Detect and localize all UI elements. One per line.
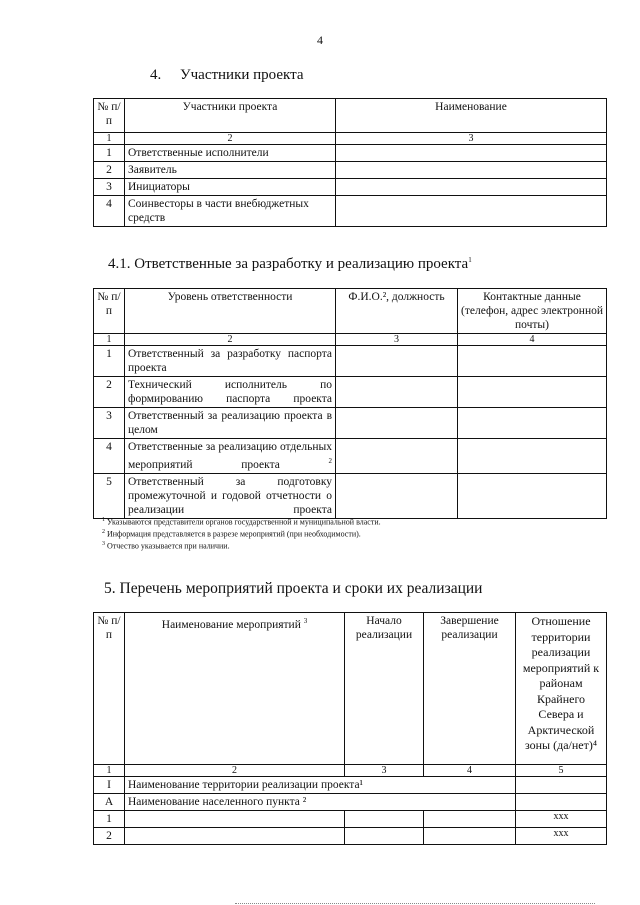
participants-table [93, 98, 607, 227]
activities-table [93, 612, 607, 845]
row-value: ххх [516, 811, 607, 828]
row-number: 1 [94, 811, 125, 828]
row-number: 2 [94, 162, 125, 179]
row-label-text: Ответственные за реализацию отдельных мероприятий проекта [128, 441, 332, 471]
header-num: № п/п [94, 613, 125, 765]
row-label: Технический исполнитель по формированию паспорта проекта [125, 377, 336, 408]
index-cell: 4 [458, 334, 607, 346]
index-cell: 1 [94, 765, 125, 777]
header-name: Наименование [336, 99, 607, 133]
row-label: Ответственный за реализацию проекта в целом [125, 408, 336, 439]
footnote [102, 527, 361, 540]
footnote-sup: 1 [102, 517, 105, 523]
row-number: 1 [94, 346, 125, 377]
index-cell: 5 [516, 765, 607, 777]
table-row [94, 794, 607, 811]
footnote-text: Отчество указывается при наличии. [107, 541, 230, 551]
row-label: Ответственные исполнители [125, 145, 336, 162]
row-number: 4 [94, 196, 125, 227]
section-41-title-sup: 1 [468, 256, 472, 264]
value-cell [458, 408, 607, 439]
table-row [94, 196, 607, 227]
header-level: Уровень ответственности [125, 289, 336, 334]
row-label: Заявитель [125, 162, 336, 179]
row-number: 3 [94, 179, 125, 196]
row-value [516, 794, 607, 811]
row-number: 2 [94, 828, 125, 845]
table-row [94, 162, 607, 179]
value-cell [458, 473, 607, 518]
index-cell: 2 [125, 133, 336, 145]
header-start: Начало реализации [345, 613, 424, 765]
row-label [125, 811, 345, 828]
index-cell: 3 [345, 765, 424, 777]
row-number: 5 [94, 473, 125, 518]
value-cell [424, 811, 516, 828]
value-cell [336, 439, 458, 474]
value-cell [458, 346, 607, 377]
row-label [125, 828, 345, 845]
section-4-number: 4. [150, 67, 162, 83]
section-5-title: 5. Перечень мероприятий проекта и сроки их реализации [104, 580, 483, 597]
page-number: 4 [317, 33, 323, 47]
index-cell: 2 [125, 765, 345, 777]
index-cell: 1 [94, 133, 125, 145]
footnote-sup: 2 [102, 529, 105, 535]
scan-edge-divider [235, 903, 595, 904]
row-label-sup: 2 [328, 457, 333, 465]
value-cell [458, 439, 607, 474]
table-row [94, 828, 607, 845]
value-cell [336, 408, 458, 439]
table-row [94, 377, 607, 408]
row-label: Ответственный за подготовку промежуточной и годовой отчетности о реализации проекта [125, 473, 336, 518]
footnote [102, 515, 381, 528]
row-label: Инициаторы [125, 179, 336, 196]
value-cell [345, 811, 424, 828]
value-cell [336, 162, 607, 179]
row-number: А [94, 794, 125, 811]
value-cell [458, 377, 607, 408]
footnote-text: Информация представляется в разрезе мероприятий (при необходимости). [107, 529, 361, 539]
row-number: 4 [94, 439, 125, 474]
table-row [94, 346, 607, 377]
table-row [94, 179, 607, 196]
header-fio: Ф.И.О.², должность [336, 289, 458, 334]
value-cell [336, 377, 458, 408]
value-cell [336, 196, 607, 227]
row-label: Наименование населенного пункта ² [125, 794, 516, 811]
row-label [125, 439, 336, 474]
table-row [94, 408, 607, 439]
row-number: I [94, 777, 125, 794]
section-4-title: Участники проекта [180, 67, 304, 83]
section-4-heading [150, 67, 304, 84]
index-cell: 2 [125, 334, 336, 346]
table-row [94, 777, 607, 794]
value-cell [345, 828, 424, 845]
row-value: ххх [516, 828, 607, 845]
value-cell [336, 179, 607, 196]
header-end: Завершение реализации [424, 613, 516, 765]
index-cell: 3 [336, 334, 458, 346]
row-value [516, 777, 607, 794]
header-activities-text: Наименование мероприятий [161, 618, 301, 631]
row-number: 1 [94, 145, 125, 162]
footnote [102, 539, 230, 552]
row-label: Ответственный за разработку паспорта проекта [125, 346, 336, 377]
value-cell [336, 145, 607, 162]
footnote-text: Указываются представители органов государственной и муниципальной власти. [107, 517, 381, 527]
row-number: 2 [94, 377, 125, 408]
header-num: № п/п [94, 289, 125, 334]
value-cell [336, 346, 458, 377]
section-41-heading [108, 256, 472, 273]
row-label: Наименование территории реализации проекта¹ [125, 777, 516, 794]
row-label: Соинвесторы в части внебюджетных средств [125, 196, 336, 227]
table-row [94, 145, 607, 162]
responsibility-table [93, 288, 607, 519]
table-row [94, 473, 607, 518]
value-cell [424, 828, 516, 845]
header-activities [125, 613, 345, 765]
table-row [94, 439, 607, 474]
value-cell [336, 473, 458, 518]
index-cell: 4 [424, 765, 516, 777]
header-participants: Участники проекта [125, 99, 336, 133]
header-arctic: Отношение территории реализации мероприятий к районам Крайнего Севера и Арктической зоны (да/нет)⁴ [516, 613, 607, 765]
footnote-sup: 3 [102, 541, 105, 547]
section-41-title: 4.1. Ответственные за разработку и реализацию проекта [108, 256, 469, 272]
index-cell: 1 [94, 334, 125, 346]
row-number: 3 [94, 408, 125, 439]
header-contacts: Контактные данные (телефон, адрес электронной почты) [458, 289, 607, 334]
index-cell: 3 [336, 133, 607, 145]
header-num: № п/п [94, 99, 125, 133]
header-activities-sup: 3 [303, 617, 308, 625]
table-row [94, 811, 607, 828]
